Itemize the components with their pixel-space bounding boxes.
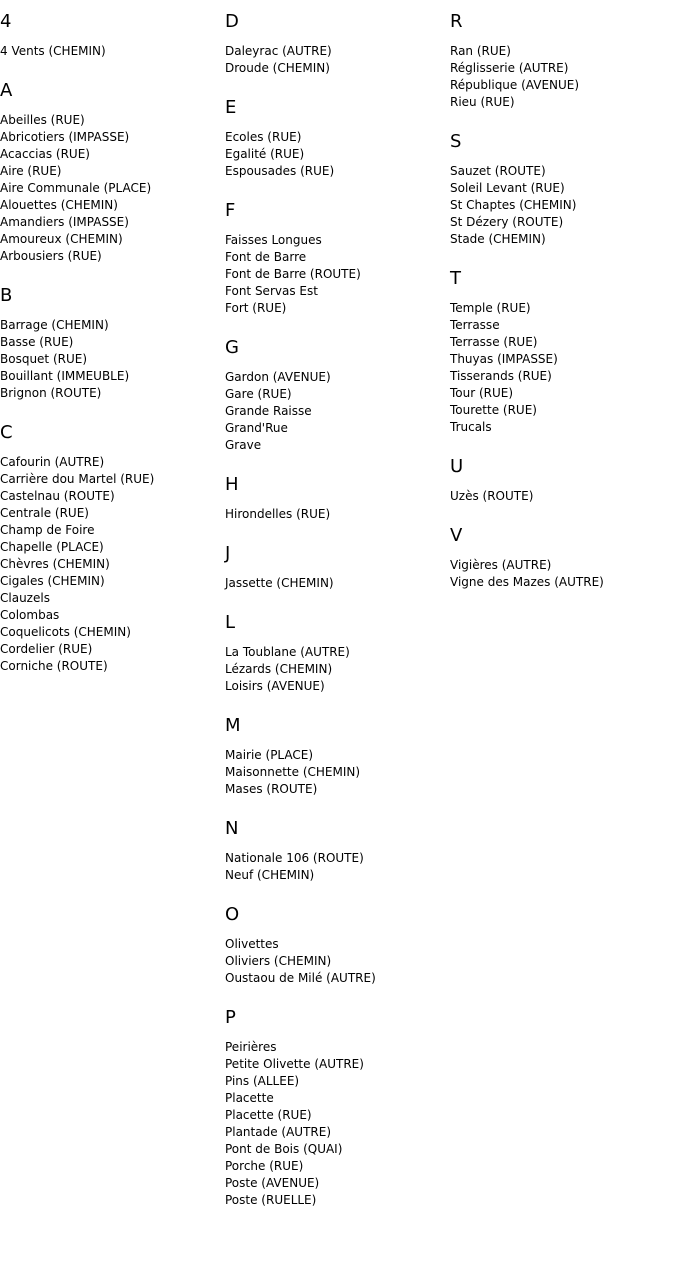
street-item: Alouettes (CHEMIN) xyxy=(0,198,118,212)
section-letter-heading: A xyxy=(0,80,13,101)
street-item: Uzès (ROUTE) xyxy=(450,489,534,503)
street-item: Sauzet (ROUTE) xyxy=(450,164,546,178)
letter-section xyxy=(225,905,445,987)
letter-section xyxy=(0,286,220,402)
letter-section xyxy=(225,338,445,454)
street-item: Jassette (CHEMIN) xyxy=(225,576,334,590)
street-item: Espousades (RUE) xyxy=(225,164,335,178)
street-item: Acaccias (RUE) xyxy=(0,147,90,161)
street-item: Oustaou de Milé (AUTRE) xyxy=(225,971,376,985)
street-item: Placette (RUE) xyxy=(225,1108,312,1122)
section-letter-heading: H xyxy=(225,474,239,495)
street-item: Colombas xyxy=(0,608,60,622)
street-item: Droude (CHEMIN) xyxy=(225,61,330,75)
street-item: Mases (ROUTE) xyxy=(225,782,318,796)
street-item: Pins (ALLEE) xyxy=(225,1074,300,1088)
street-item: Grande Raisse xyxy=(225,404,312,418)
section-letter-heading: U xyxy=(450,456,464,477)
street-item: Amandiers (IMPASSE) xyxy=(0,215,129,229)
street-item: Poste (AVENUE) xyxy=(225,1176,320,1190)
letter-section xyxy=(450,132,670,248)
street-item: Aire Communale (PLACE) xyxy=(0,181,152,195)
street-item: Rieu (RUE) xyxy=(450,95,515,109)
letter-section xyxy=(225,475,445,523)
street-item: Mairie (PLACE) xyxy=(225,748,314,762)
section-letter-heading: M xyxy=(225,715,241,736)
letter-section xyxy=(450,269,670,436)
street-item: Abricotiers (IMPASSE) xyxy=(0,130,130,144)
street-item: Corniche (ROUTE) xyxy=(0,659,108,673)
street-item: Neuf (CHEMIN) xyxy=(225,868,315,882)
street-item: Cigales (CHEMIN) xyxy=(0,574,105,588)
section-letter-heading: V xyxy=(450,525,463,546)
street-item: Bouillant (IMMEUBLE) xyxy=(0,369,130,383)
street-item: Réglisserie (AUTRE) xyxy=(450,61,569,75)
street-item: Trucals xyxy=(450,420,492,434)
street-item: Clauzels xyxy=(0,591,50,605)
section-letter-heading: G xyxy=(225,337,239,358)
section-letter-heading: C xyxy=(0,422,13,443)
index-column xyxy=(0,12,220,696)
street-item: Olivettes xyxy=(225,937,279,951)
letter-section xyxy=(225,98,445,180)
street-item: Hirondelles (RUE) xyxy=(225,507,331,521)
street-item: Tour (RUE) xyxy=(450,386,514,400)
letter-section xyxy=(225,201,445,317)
street-item: Pont de Bois (QUAI) xyxy=(225,1142,343,1156)
street-item: Gardon (AVENUE) xyxy=(225,370,331,384)
street-item: République (AVENUE) xyxy=(450,78,580,92)
street-item: Grave xyxy=(225,438,262,452)
street-item: Basse (RUE) xyxy=(0,335,74,349)
street-item: St Chaptes (CHEMIN) xyxy=(450,198,577,212)
street-item: Font de Barre (ROUTE) xyxy=(225,267,361,281)
letter-section xyxy=(225,613,445,695)
street-item: Peirières xyxy=(225,1040,277,1054)
section-letter-heading: 4 xyxy=(0,11,12,32)
letter-section xyxy=(0,423,220,675)
street-item: Faisses Longues xyxy=(225,233,322,247)
street-item: Grand'Rue xyxy=(225,421,288,435)
street-item: Daleyrac (AUTRE) xyxy=(225,44,332,58)
street-item: Terrasse (RUE) xyxy=(450,335,538,349)
section-letter-heading: L xyxy=(225,612,236,633)
street-item: Font Servas Est xyxy=(225,284,318,298)
letter-section xyxy=(0,81,220,265)
street-item: Chapelle (PLACE) xyxy=(0,540,104,554)
street-item: Placette xyxy=(225,1091,274,1105)
section-letter-heading: P xyxy=(225,1007,236,1028)
street-item: Coquelicots (CHEMIN) xyxy=(0,625,131,639)
street-item: Vigne des Mazes (AUTRE) xyxy=(450,575,604,589)
letter-section xyxy=(225,819,445,884)
letter-section xyxy=(225,716,445,798)
street-item: 4 Vents (CHEMIN) xyxy=(0,44,106,58)
street-item: Barrage (CHEMIN) xyxy=(0,318,109,332)
street-item: Bosquet (RUE) xyxy=(0,352,88,366)
street-item: Ecoles (RUE) xyxy=(225,130,302,144)
section-letter-heading: T xyxy=(450,268,461,289)
letter-section xyxy=(450,12,670,111)
street-item: La Toublane (AUTRE) xyxy=(225,645,350,659)
street-item: Tisserands (RUE) xyxy=(450,369,552,383)
street-item: Fort (RUE) xyxy=(225,301,287,315)
street-item: Soleil Levant (RUE) xyxy=(450,181,565,195)
street-item: Maisonnette (CHEMIN) xyxy=(225,765,361,779)
street-item: Temple (RUE) xyxy=(450,301,531,315)
section-letter-heading: R xyxy=(450,11,463,32)
section-letter-heading: S xyxy=(450,131,462,152)
street-item: Abeilles (RUE) xyxy=(0,113,85,127)
street-item: Font de Barre xyxy=(225,250,307,264)
letter-section xyxy=(450,526,670,591)
letter-section xyxy=(225,12,445,77)
street-item: Terrasse xyxy=(450,318,500,332)
street-item: Egalité (RUE) xyxy=(225,147,305,161)
section-letter-heading: F xyxy=(225,200,236,221)
letter-section xyxy=(450,457,670,505)
street-item: Chèvres (CHEMIN) xyxy=(0,557,110,571)
section-letter-heading: D xyxy=(225,11,239,32)
street-item: Castelnau (ROUTE) xyxy=(0,489,115,503)
street-item: Amoureux (CHEMIN) xyxy=(0,232,123,246)
street-item: Aire (RUE) xyxy=(0,164,62,178)
section-letter-heading: N xyxy=(225,818,239,839)
street-item: Cafourin (AUTRE) xyxy=(0,455,105,469)
letter-section xyxy=(225,544,445,592)
street-item: Lézards (CHEMIN) xyxy=(225,662,333,676)
street-item: Nationale 106 (ROUTE) xyxy=(225,851,364,865)
street-item: Poste (RUELLE) xyxy=(225,1193,317,1207)
street-item: Cordelier (RUE) xyxy=(0,642,93,656)
section-letter-heading: O xyxy=(225,904,240,925)
street-item: Porche (RUE) xyxy=(225,1159,304,1173)
street-item: Ran (RUE) xyxy=(450,44,511,58)
section-letter-heading: J xyxy=(225,543,231,564)
street-item: Gare (RUE) xyxy=(225,387,292,401)
index-column xyxy=(225,12,445,1230)
street-item: Brignon (ROUTE) xyxy=(0,386,102,400)
street-item: Oliviers (CHEMIN) xyxy=(225,954,332,968)
street-item: Thuyas (IMPASSE) xyxy=(450,352,558,366)
street-item: Arbousiers (RUE) xyxy=(0,249,102,263)
street-item: Champ de Foire xyxy=(0,523,95,537)
letter-section xyxy=(225,1008,445,1209)
street-item: Petite Olivette (AUTRE) xyxy=(225,1057,364,1071)
section-letter-heading: E xyxy=(225,97,237,118)
index-column xyxy=(450,12,670,612)
street-item: Tourette (RUE) xyxy=(450,403,537,417)
street-item: Centrale (RUE) xyxy=(0,506,89,520)
street-item: Vigières (AUTRE) xyxy=(450,558,552,572)
street-item: Loisirs (AVENUE) xyxy=(225,679,325,693)
street-item: Carrière dou Martel (RUE) xyxy=(0,472,155,486)
street-item: Plantade (AUTRE) xyxy=(225,1125,332,1139)
street-item: Stade (CHEMIN) xyxy=(450,232,546,246)
section-letter-heading: B xyxy=(0,285,13,306)
street-item: St Dézery (ROUTE) xyxy=(450,215,564,229)
letter-section xyxy=(0,12,220,60)
